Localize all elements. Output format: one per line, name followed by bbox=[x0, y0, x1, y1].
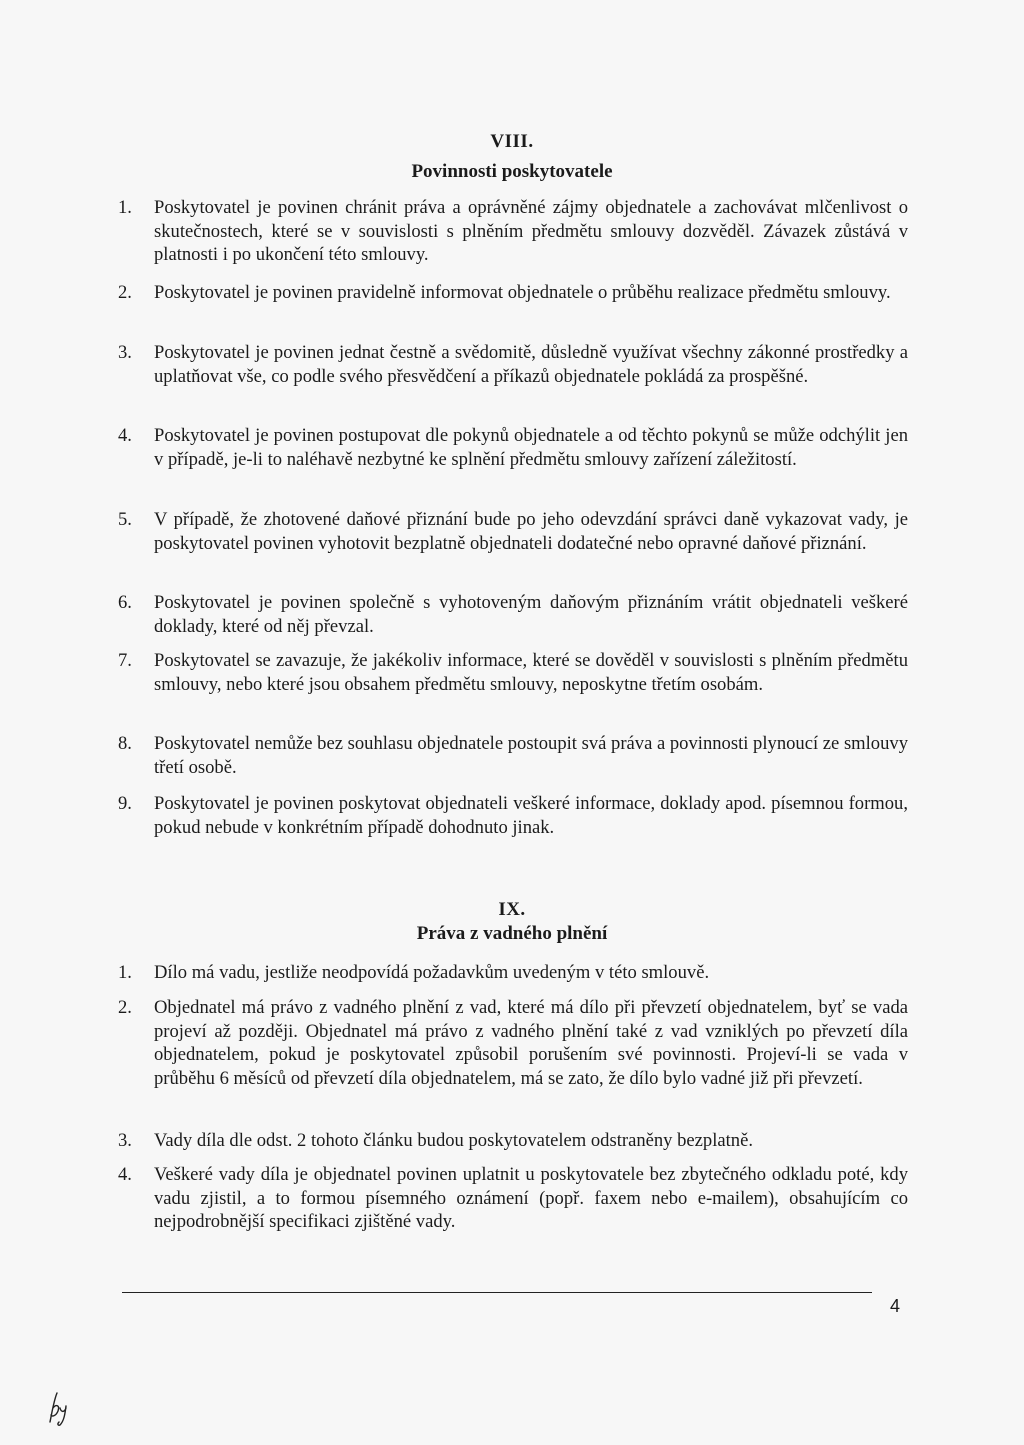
item-text: Poskytovatel je povinen postupovat dle pokynů objednatele a od těchto pokynů se může odchýlit jen v případě, je-li to naléhavě nezbytné ke splnění předmětu smlouvy zařízení záležitostí. bbox=[154, 425, 908, 470]
footer-divider bbox=[122, 1292, 872, 1293]
list-item bbox=[118, 732, 908, 779]
item-text: Dílo má vadu, jestliže neodpovídá požadavkům uvedeným v této smlouvě. bbox=[154, 962, 710, 983]
section-viii-title: Povinnosti poskytovatele bbox=[411, 161, 613, 182]
item-text: Veškeré vady díla je objednatel povinen uplatnit u poskytovatele bez zbytečného odkladu poté, kdy vadu zjistil, a to formou písemného oznámení (popř. faxem nebo e-mailem), obsahujícím co nejpodrobnější specifikaci zjištěné vady. bbox=[154, 1164, 908, 1233]
item-number: 4. bbox=[118, 425, 132, 446]
item-number: 4. bbox=[118, 1164, 132, 1185]
item-number: 2. bbox=[118, 997, 132, 1018]
item-text: Poskytovatel je povinen společně s vyhotoveným daňovým přiznáním vrátit objednateli veškeré doklady, které od něj převzal. bbox=[154, 592, 908, 637]
section-ix-title: Práva z vadného plnění bbox=[416, 923, 608, 944]
item-number: 1. bbox=[118, 962, 132, 983]
page-number: 4 bbox=[889, 1296, 900, 1316]
item-text: Poskytovatel je povinen chránit práva a oprávněné zájmy objednatele a zachovávat mlčenlivost o skutečnostech, které se v souvislosti s plněním předmětu smlouvy dozvěděl. Závazek zůstává v platnosti i po ukončení této smlouvy. bbox=[154, 197, 908, 266]
item-text: Objednatel má právo z vadného plnění z vad, které má dílo při převzetí objednatelem, byť se vada projeví až později. Objednatel má právo z vadného plnění také z vad vzniklých po převzetí díla objednatelem, pokud je poskytovatel způsobil porušením své povinnosti. Projeví-li se vada v průběhu 6 měsíců od převzetí díla objednatelem, má se zato, že dílo bylo vadné již při převzetí. bbox=[154, 997, 908, 1089]
item-number: 3. bbox=[118, 342, 132, 363]
list-item bbox=[118, 649, 908, 696]
item-text: V případě, že zhotovené daňové přiznání bude po jeho odevzdání správci daně vykazovat vady, je poskytovatel povinen vyhotovit bezplatně objednateli dodatečné nebo opravné daňové přiznání. bbox=[154, 509, 908, 554]
item-number: 7. bbox=[118, 650, 132, 671]
item-number: 5. bbox=[118, 509, 132, 530]
list-item bbox=[118, 281, 908, 305]
list-item bbox=[118, 961, 908, 985]
list-item bbox=[118, 341, 908, 388]
item-text: Poskytovatel se zavazuje, že jakékoliv informace, které se dověděl v souvislosti s plněním předmětu smlouvy, nebo které jsou obsahem předmětu smlouvy, neposkytne třetím osobám. bbox=[154, 650, 908, 695]
item-text: Vady díla dle odst. 2 tohoto článku budou poskytovatelem odstraněny bezplatně. bbox=[154, 1130, 754, 1151]
item-number: 1. bbox=[118, 197, 132, 218]
list-item bbox=[118, 792, 908, 839]
item-number: 3. bbox=[118, 1130, 132, 1151]
list-item bbox=[118, 508, 908, 555]
section-viii-number: VIII. bbox=[490, 131, 534, 152]
list-item bbox=[118, 424, 908, 471]
item-text: Poskytovatel nemůže bez souhlasu objednatele postoupit svá práva a povinnosti plynoucí ze smlouvy třetí osobě. bbox=[154, 733, 908, 778]
list-item bbox=[118, 591, 908, 638]
list-item bbox=[118, 1163, 908, 1234]
section-ix-number: IX. bbox=[498, 899, 526, 920]
item-number: 8. bbox=[118, 733, 132, 754]
item-text: Poskytovatel je povinen jednat čestně a svědomitě, důsledně využívat všechny zákonné prostředky a uplatňovat vše, co podle svého přesvědčení a příkazů objednatele pokládá za prospěšné. bbox=[154, 342, 908, 387]
item-number: 9. bbox=[118, 793, 132, 814]
list-item bbox=[118, 996, 908, 1090]
item-text: Poskytovatel je povinen pravidelně informovat objednatele o průběhu realizace předmětu smlouvy. bbox=[154, 282, 891, 303]
handwritten-initials-icon bbox=[40, 1388, 80, 1428]
list-item bbox=[118, 196, 908, 267]
item-number: 6. bbox=[118, 592, 132, 613]
item-text: Poskytovatel je povinen poskytovat objednateli veškeré informace, doklady apod. písemnou formou, pokud nebude v konkrétním případě dohodnuto jinak. bbox=[154, 793, 908, 838]
list-item bbox=[118, 1129, 908, 1153]
item-number: 2. bbox=[118, 282, 132, 303]
